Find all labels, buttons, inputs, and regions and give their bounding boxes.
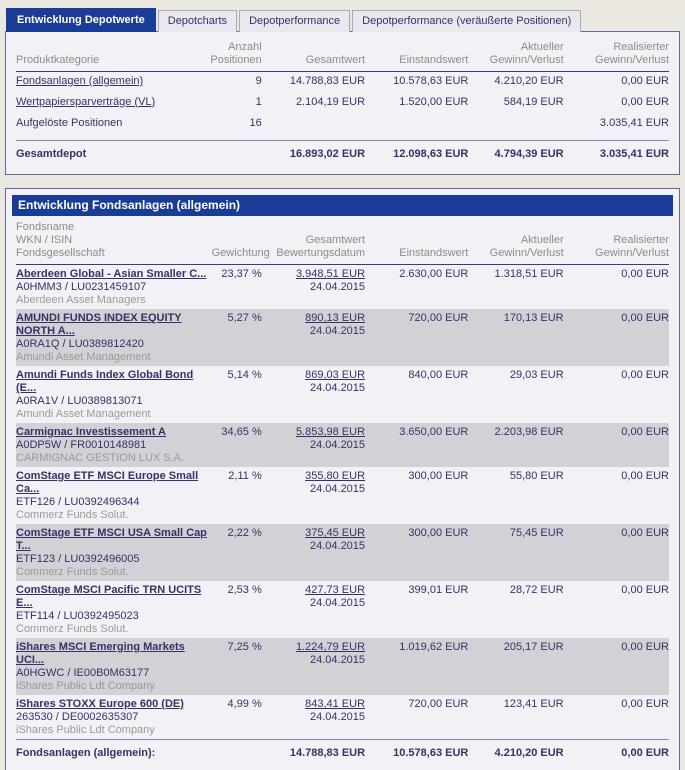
fund-realized: 0,00 EUR: [564, 309, 669, 366]
col-header-aktueller-line1: Aktueller: [520, 41, 564, 53]
col-header-aktueller-gewinn: [468, 218, 563, 265]
fund-cost: 720,00 EUR: [408, 698, 469, 710]
fund-valuation-date: 24.04.2015: [309, 711, 366, 723]
depot-row-wertpapiersparvertraege: [16, 93, 669, 114]
depot-row-fondsanlagen: [16, 72, 669, 93]
depot-row-gain: 4.210,20 EUR: [494, 75, 564, 87]
col-header-aktueller-gewinn: [468, 38, 563, 72]
funds-total-gain: 4.210,20 EUR: [468, 740, 563, 766]
fund-value-link[interactable]: 890,13 EUR: [305, 312, 366, 324]
fund-wkn-isin: 263530 / DE0002635307: [16, 711, 139, 723]
col-header-gesamtwert-bewertungsdatum: [262, 218, 365, 265]
col-header-gesamtwert-line1: Gesamtwert: [305, 234, 366, 246]
col-header-realisierter-gewinn: [564, 38, 669, 72]
depot-total-cost: 12.098,63 EUR: [365, 141, 468, 167]
fund-cost: 300,00 EUR: [408, 470, 469, 482]
col-header-anzahl-line1: Anzahl: [228, 41, 262, 53]
tab-depotperformance-veraeusserte[interactable]: Depotperformance (veräußerte Positionen): [352, 10, 581, 32]
fund-cost: 2.630,00 EUR: [399, 268, 469, 280]
fund-name-link[interactable]: ComStage ETF MSCI USA Small Cap T...: [16, 527, 207, 552]
col-header-einstandswert: Einstandswert: [365, 218, 468, 265]
depot-total-total: 16.893,02 EUR: [262, 141, 365, 167]
fund-row: [16, 524, 669, 581]
depot-row-cost: [365, 114, 468, 135]
depot-row-count: 9: [255, 75, 262, 87]
col-header-realisierter-line2: Gewinn/Verlust: [595, 54, 669, 66]
fund-weight: 5,27 %: [212, 309, 262, 366]
fund-valuation-date: 24.04.2015: [309, 597, 366, 609]
section-title: Entwicklung Fondsanlagen (allgemein): [12, 195, 673, 216]
fund-weight: 2,11 %: [228, 470, 262, 482]
depot-row-gain: [468, 114, 563, 135]
fund-value-link[interactable]: 869,03 EUR: [305, 369, 366, 381]
fund-cost: 840,00 EUR: [408, 369, 469, 381]
fund-realized: 0,00 EUR: [621, 698, 669, 710]
fund-cost: 399,01 EUR: [408, 584, 469, 596]
col-header-bewertungsdatum: Bewertungsdatum: [276, 247, 366, 259]
fund-value-link[interactable]: 843,41 EUR: [305, 698, 366, 710]
col-header-fondsname-line1: Fondsname: [16, 221, 75, 233]
fund-company: CARMIGNAC GESTION LUX S.A.: [16, 452, 185, 464]
fund-name-link[interactable]: Carmignac Investissement A: [16, 426, 166, 438]
tab-depotperformance[interactable]: Depotperformance: [239, 10, 350, 32]
fund-value-link[interactable]: 1.224,79 EUR: [295, 641, 366, 653]
fund-name-link[interactable]: ComStage MSCI Pacific TRN UCITS E...: [16, 584, 202, 609]
fund-realized: 0,00 EUR: [621, 369, 669, 381]
col-header-einstandswert: Einstandswert: [365, 38, 468, 72]
col-header-realisierter-line2: Gewinn/Verlust: [595, 247, 669, 259]
funds-total-weight: [212, 740, 262, 766]
fund-cost: 720,00 EUR: [365, 309, 468, 366]
col-header-aktueller-line1: Aktueller: [520, 234, 564, 246]
fund-realized: 0,00 EUR: [621, 268, 669, 280]
col-header-fondsname: [16, 218, 212, 265]
depot-overview-table: [16, 38, 669, 166]
fund-wkn-isin: A0HGWC / IE00B0M63177: [16, 667, 150, 679]
fund-realized: 0,00 EUR: [564, 638, 669, 695]
fund-wkn-isin: A0DP5W / FR0010148981: [16, 439, 147, 451]
tab-depotcharts[interactable]: Depotcharts: [158, 10, 237, 32]
fund-weight: 7,25 %: [212, 638, 262, 695]
fund-row: [16, 695, 669, 740]
fund-weight: 2,53 %: [227, 584, 262, 596]
fund-name-link[interactable]: iShares MSCI Emerging Markets UCI...: [16, 641, 185, 666]
fund-realized: 0,00 EUR: [564, 423, 669, 467]
depot-total-gain: 4.794,39 EUR: [468, 141, 563, 167]
fund-row: [16, 423, 669, 467]
depot-row-cost: 10.578,63 EUR: [393, 75, 469, 87]
depot-total-row: [16, 141, 669, 167]
fund-weight: 5,14 %: [227, 369, 262, 381]
col-header-aktueller-line2: Gewinn/Verlust: [489, 247, 564, 259]
fund-company: Commerz Funds Solut.: [16, 566, 129, 578]
depot-category-link-fondsanlagen[interactable]: Fondsanlagen (allgemein): [16, 75, 144, 87]
fund-name-link[interactable]: Amundi Funds Index Global Bond (E...: [16, 369, 194, 394]
col-header-aktueller-line2: Gewinn/Verlust: [489, 54, 564, 66]
fund-company: Amundi Asset Management: [16, 351, 151, 363]
fund-company: iShares Public Ldt Company: [16, 724, 155, 736]
fund-company: Commerz Funds Solut.: [16, 623, 129, 635]
fund-wkn-isin: A0HMM3 / LU0231459107: [16, 281, 147, 293]
fund-row: [16, 366, 669, 423]
col-header-gesamtwert: Gesamtwert: [262, 38, 365, 72]
col-header-fondsgesellschaft: Fondsgesellschaft: [16, 247, 105, 259]
fund-row: [16, 467, 669, 524]
fund-name-link[interactable]: AMUNDI FUNDS INDEX EQUITY NORTH A...: [16, 312, 182, 337]
fund-name-link[interactable]: iShares STOXX Europe 600 (DE): [16, 698, 184, 710]
tab-entwicklung-depotwerte[interactable]: Entwicklung Depotwerte: [6, 8, 156, 32]
depot-row-total: 14.788,83 EUR: [289, 75, 366, 87]
fund-gain: 123,41 EUR: [503, 698, 564, 710]
fund-wkn-isin: ETF126 / LU0392496344: [16, 496, 140, 508]
fund-gain: 205,17 EUR: [468, 638, 563, 695]
fund-realized: 0,00 EUR: [621, 470, 669, 482]
depot-row-gain: 584,19 EUR: [503, 95, 564, 108]
fund-wkn-isin: ETF114 / LU0392495023: [16, 610, 139, 622]
fund-wkn-isin: ETF123 / LU0392496005: [16, 553, 140, 565]
fund-cost: 300,00 EUR: [365, 524, 468, 581]
depot-row-total: [262, 114, 365, 135]
fund-company: iShares Public Ldt Company: [16, 680, 155, 692]
fund-weight: 4,99 %: [227, 698, 262, 710]
depot-header-row: [16, 38, 669, 72]
depot-overview-panel: [5, 31, 680, 175]
fund-valuation-date: 24.04.2015: [309, 382, 366, 394]
fund-name-link[interactable]: Aberdeen Global - Asian Smaller C...: [16, 268, 207, 280]
fund-valuation-date: 24.04.2015: [309, 483, 366, 495]
depot-total-count: [202, 141, 262, 167]
fund-cost: 1.019,62 EUR: [365, 638, 468, 695]
fund-name-link[interactable]: ComStage ETF MSCI Europe Small Ca...: [16, 470, 199, 495]
funds-header-row: [16, 218, 669, 265]
depot-row-realized: 0,00 EUR: [621, 95, 669, 108]
depot-total-realized: 3.035,41 EUR: [564, 141, 669, 167]
fund-company: Commerz Funds Solut.: [16, 509, 129, 521]
fund-value-link[interactable]: 3.948,51 EUR: [295, 268, 366, 280]
fund-weight: 34,65 %: [212, 423, 262, 467]
funds-total-row: [16, 740, 669, 766]
tab-bar: [6, 8, 680, 32]
funds-detail-panel: [5, 188, 680, 770]
fund-wkn-isin: A0RA1V / LU0389813071: [16, 395, 143, 407]
fund-value-link[interactable]: 5.853,98 EUR: [295, 426, 366, 438]
fund-valuation-date: 24.04.2015: [309, 654, 366, 666]
fund-gain: 75,45 EUR: [468, 524, 563, 581]
fund-realized: 0,00 EUR: [564, 524, 669, 581]
funds-total-total: 14.788,83 EUR: [262, 740, 365, 766]
fund-gain: 170,13 EUR: [468, 309, 563, 366]
fund-row: [16, 581, 669, 638]
col-header-anzahl-positionen: [202, 38, 262, 72]
fund-wkn-isin: A0RA1Q / LU0389812420: [16, 338, 144, 350]
col-header-realisierter-line1: Realisierter: [613, 41, 669, 53]
fund-row: [16, 309, 669, 366]
fund-valuation-date: 24.04.2015: [309, 540, 366, 552]
fund-gain: 29,03 EUR: [509, 369, 564, 381]
fund-cost: 3.650,00 EUR: [365, 423, 468, 467]
depot-row-count: 16: [249, 116, 262, 129]
fund-weight: 23,37 %: [221, 268, 262, 280]
funds-total-realized: 0,00 EUR: [564, 740, 669, 766]
fund-gain: 2.203,98 EUR: [468, 423, 563, 467]
depot-row-realized: 3.035,41 EUR: [599, 116, 669, 129]
depot-row-aufgeloeste-positionen: [16, 114, 669, 135]
fund-company: Amundi Asset Management: [16, 408, 151, 420]
fund-realized: 0,00 EUR: [621, 584, 669, 596]
funds-detail-table: [16, 218, 669, 765]
fund-row: [16, 638, 669, 695]
col-header-realisierter-line1: Realisierter: [613, 234, 669, 246]
fund-weight: 2,22 %: [212, 524, 262, 581]
depot-row-label: Aufgelöste Positionen: [16, 116, 123, 129]
depot-row-cost: 1.520,00 EUR: [399, 95, 469, 108]
fund-valuation-date: 24.04.2015: [309, 325, 366, 337]
col-header-gewichtung: Gewichtung: [212, 218, 262, 265]
fund-row: [16, 265, 669, 310]
depot-row-total: 2.104,19 EUR: [295, 95, 366, 108]
fund-value-link[interactable]: 427,73 EUR: [305, 584, 366, 596]
fund-gain: 1.318,51 EUR: [494, 268, 564, 280]
depot-total-label: Gesamtdepot: [16, 141, 202, 167]
depot-row-count: 1: [255, 95, 262, 108]
depot-category-link-wertpapiersparvertraege[interactable]: Wertpapiersparverträge (VL): [16, 95, 156, 108]
fund-gain: 55,80 EUR: [509, 470, 564, 482]
depot-row-realized: 0,00 EUR: [621, 75, 669, 87]
fund-value-link[interactable]: 355,80 EUR: [305, 470, 366, 482]
fund-valuation-date: 24.04.2015: [309, 439, 366, 451]
col-header-wkn-isin: WKN / ISIN: [16, 234, 73, 246]
fund-valuation-date: 24.04.2015: [309, 281, 366, 293]
funds-total-cost: 10.578,63 EUR: [365, 740, 468, 766]
col-header-anzahl-line2: Positionen: [210, 54, 262, 66]
funds-total-label: Fondsanlagen (allgemein):: [16, 740, 212, 766]
col-header-produktkategorie: Produktkategorie: [16, 38, 202, 72]
fund-value-link[interactable]: 375,45 EUR: [305, 527, 366, 539]
fund-company: Aberdeen Asset Managers: [16, 294, 146, 306]
fund-gain: 28,72 EUR: [509, 584, 564, 596]
col-header-realisierter-gewinn: [564, 218, 669, 265]
